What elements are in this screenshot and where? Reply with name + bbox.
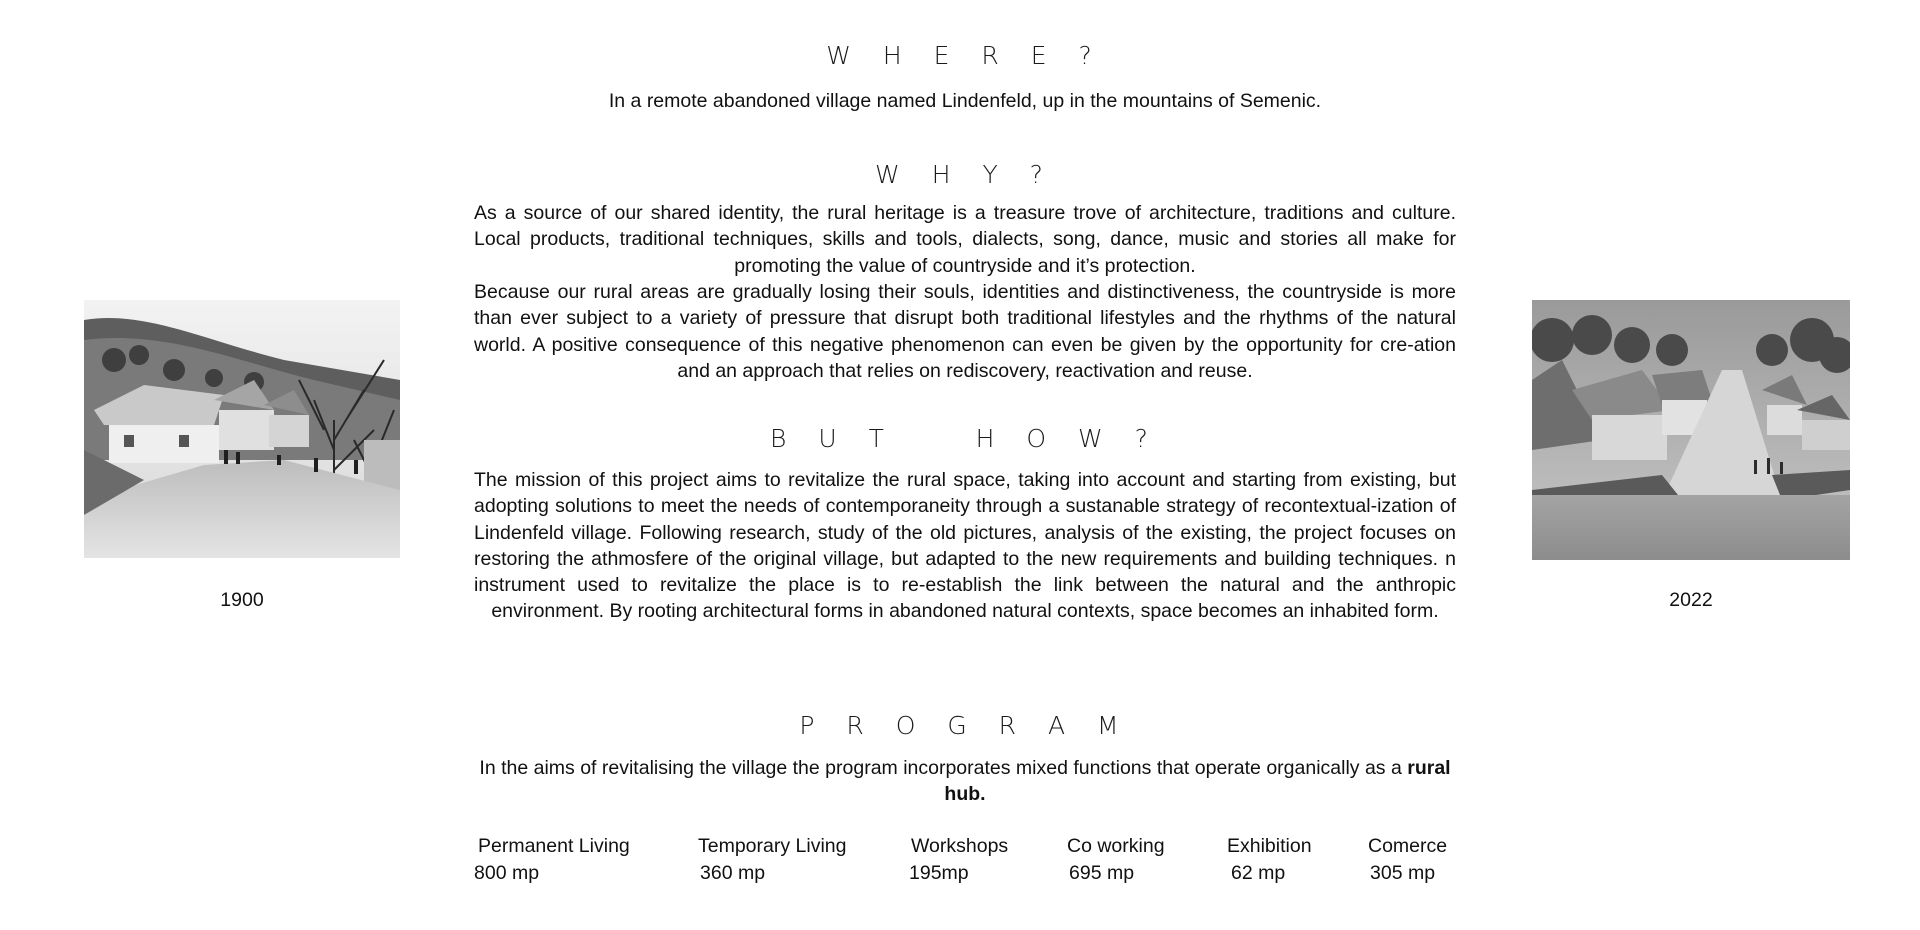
program-item-value: 360 mp bbox=[700, 861, 766, 884]
where-heading: W H E R E ? bbox=[826, 41, 1104, 70]
village-1900-image bbox=[84, 300, 400, 558]
program-intro-bold: rural hub. bbox=[944, 757, 1451, 806]
program-item-label: Workshops bbox=[911, 835, 1009, 857]
program-item-value: 800 mp bbox=[474, 861, 540, 884]
how-heading: B U T H O W ? bbox=[770, 424, 1160, 453]
why-paragraph-2: Because our rural areas are gradually losing their souls, identities and distinctiveness, the countryside is more than ever subject to a variety of pressure that disrupt both traditional lifestyles and the rhythms of the natural world. A positive consequence of this negative phenomenon can even be given by the opportunity for cre-ation and an approach that relies on rediscovery, reactivation and reuse. bbox=[474, 281, 1456, 382]
program-item-label: Temporary Living bbox=[698, 835, 847, 857]
program-heading: P R O G R A M bbox=[799, 711, 1131, 740]
village-2022-image bbox=[1532, 300, 1850, 560]
photo-2022-caption: 2022 bbox=[1669, 589, 1713, 611]
program-item-permanent-living bbox=[474, 833, 630, 886]
program-item-co-working bbox=[1067, 833, 1165, 886]
photo-1900-caption: 1900 bbox=[220, 589, 264, 611]
program-item-temporary-living bbox=[698, 833, 846, 886]
program-item-workshops bbox=[911, 833, 1008, 886]
photo-2022 bbox=[1532, 300, 1850, 560]
program-item-value: 305 mp bbox=[1370, 861, 1436, 884]
program-item-label: Co working bbox=[1067, 835, 1165, 857]
program-item-comerce bbox=[1368, 833, 1447, 886]
photo-1900 bbox=[84, 300, 400, 558]
program-item-label: Comerce bbox=[1368, 835, 1448, 857]
program-item-label: Permanent Living bbox=[478, 835, 630, 857]
program-item-value: 695 mp bbox=[1069, 861, 1135, 884]
where-text: In a remote abandoned village named Lindenfeld, up in the mountains of Semenic. bbox=[608, 90, 1322, 112]
program-intro bbox=[474, 755, 1456, 808]
program-item-value: 62 mp bbox=[1231, 861, 1286, 884]
why-heading: W H Y ? bbox=[875, 160, 1055, 189]
program-table bbox=[474, 833, 1456, 893]
program-item-value: 195mp bbox=[909, 861, 969, 884]
why-paragraph-1: As a source of our shared identity, the rural heritage is a treasure trove of architecture, traditions and culture. Local products, traditional techniques, skills and tools, dialects, song, dance, music and stories all make for promoting the value of countryside and it’s protection. bbox=[474, 202, 1456, 277]
program-item-exhibition bbox=[1227, 833, 1312, 886]
how-text: The mission of this project aims to revitalize the rural space, taking into account and starting from existing, but adopting solutions to meet the needs of contemporaneity through a sustanable strategy of recontextual-ization of Lindenfeld village. Following research, study of the old pictures, analysis of the existing, the project focuses on restoring the athmosfere of the original village, but adapted to the new requirements and building techniques. n instrument used to revitalize the place is to re-establish the link between the natural and the anthropic environment. By rooting architectural forms in abandoned natural contexts, space becomes an inhabited form. bbox=[474, 469, 1456, 623]
program-item-label: Exhibition bbox=[1227, 835, 1312, 857]
program-intro-text: In the aims of revitalising the village the program incorporates mixed functions that operate organically as a bbox=[479, 757, 1402, 779]
